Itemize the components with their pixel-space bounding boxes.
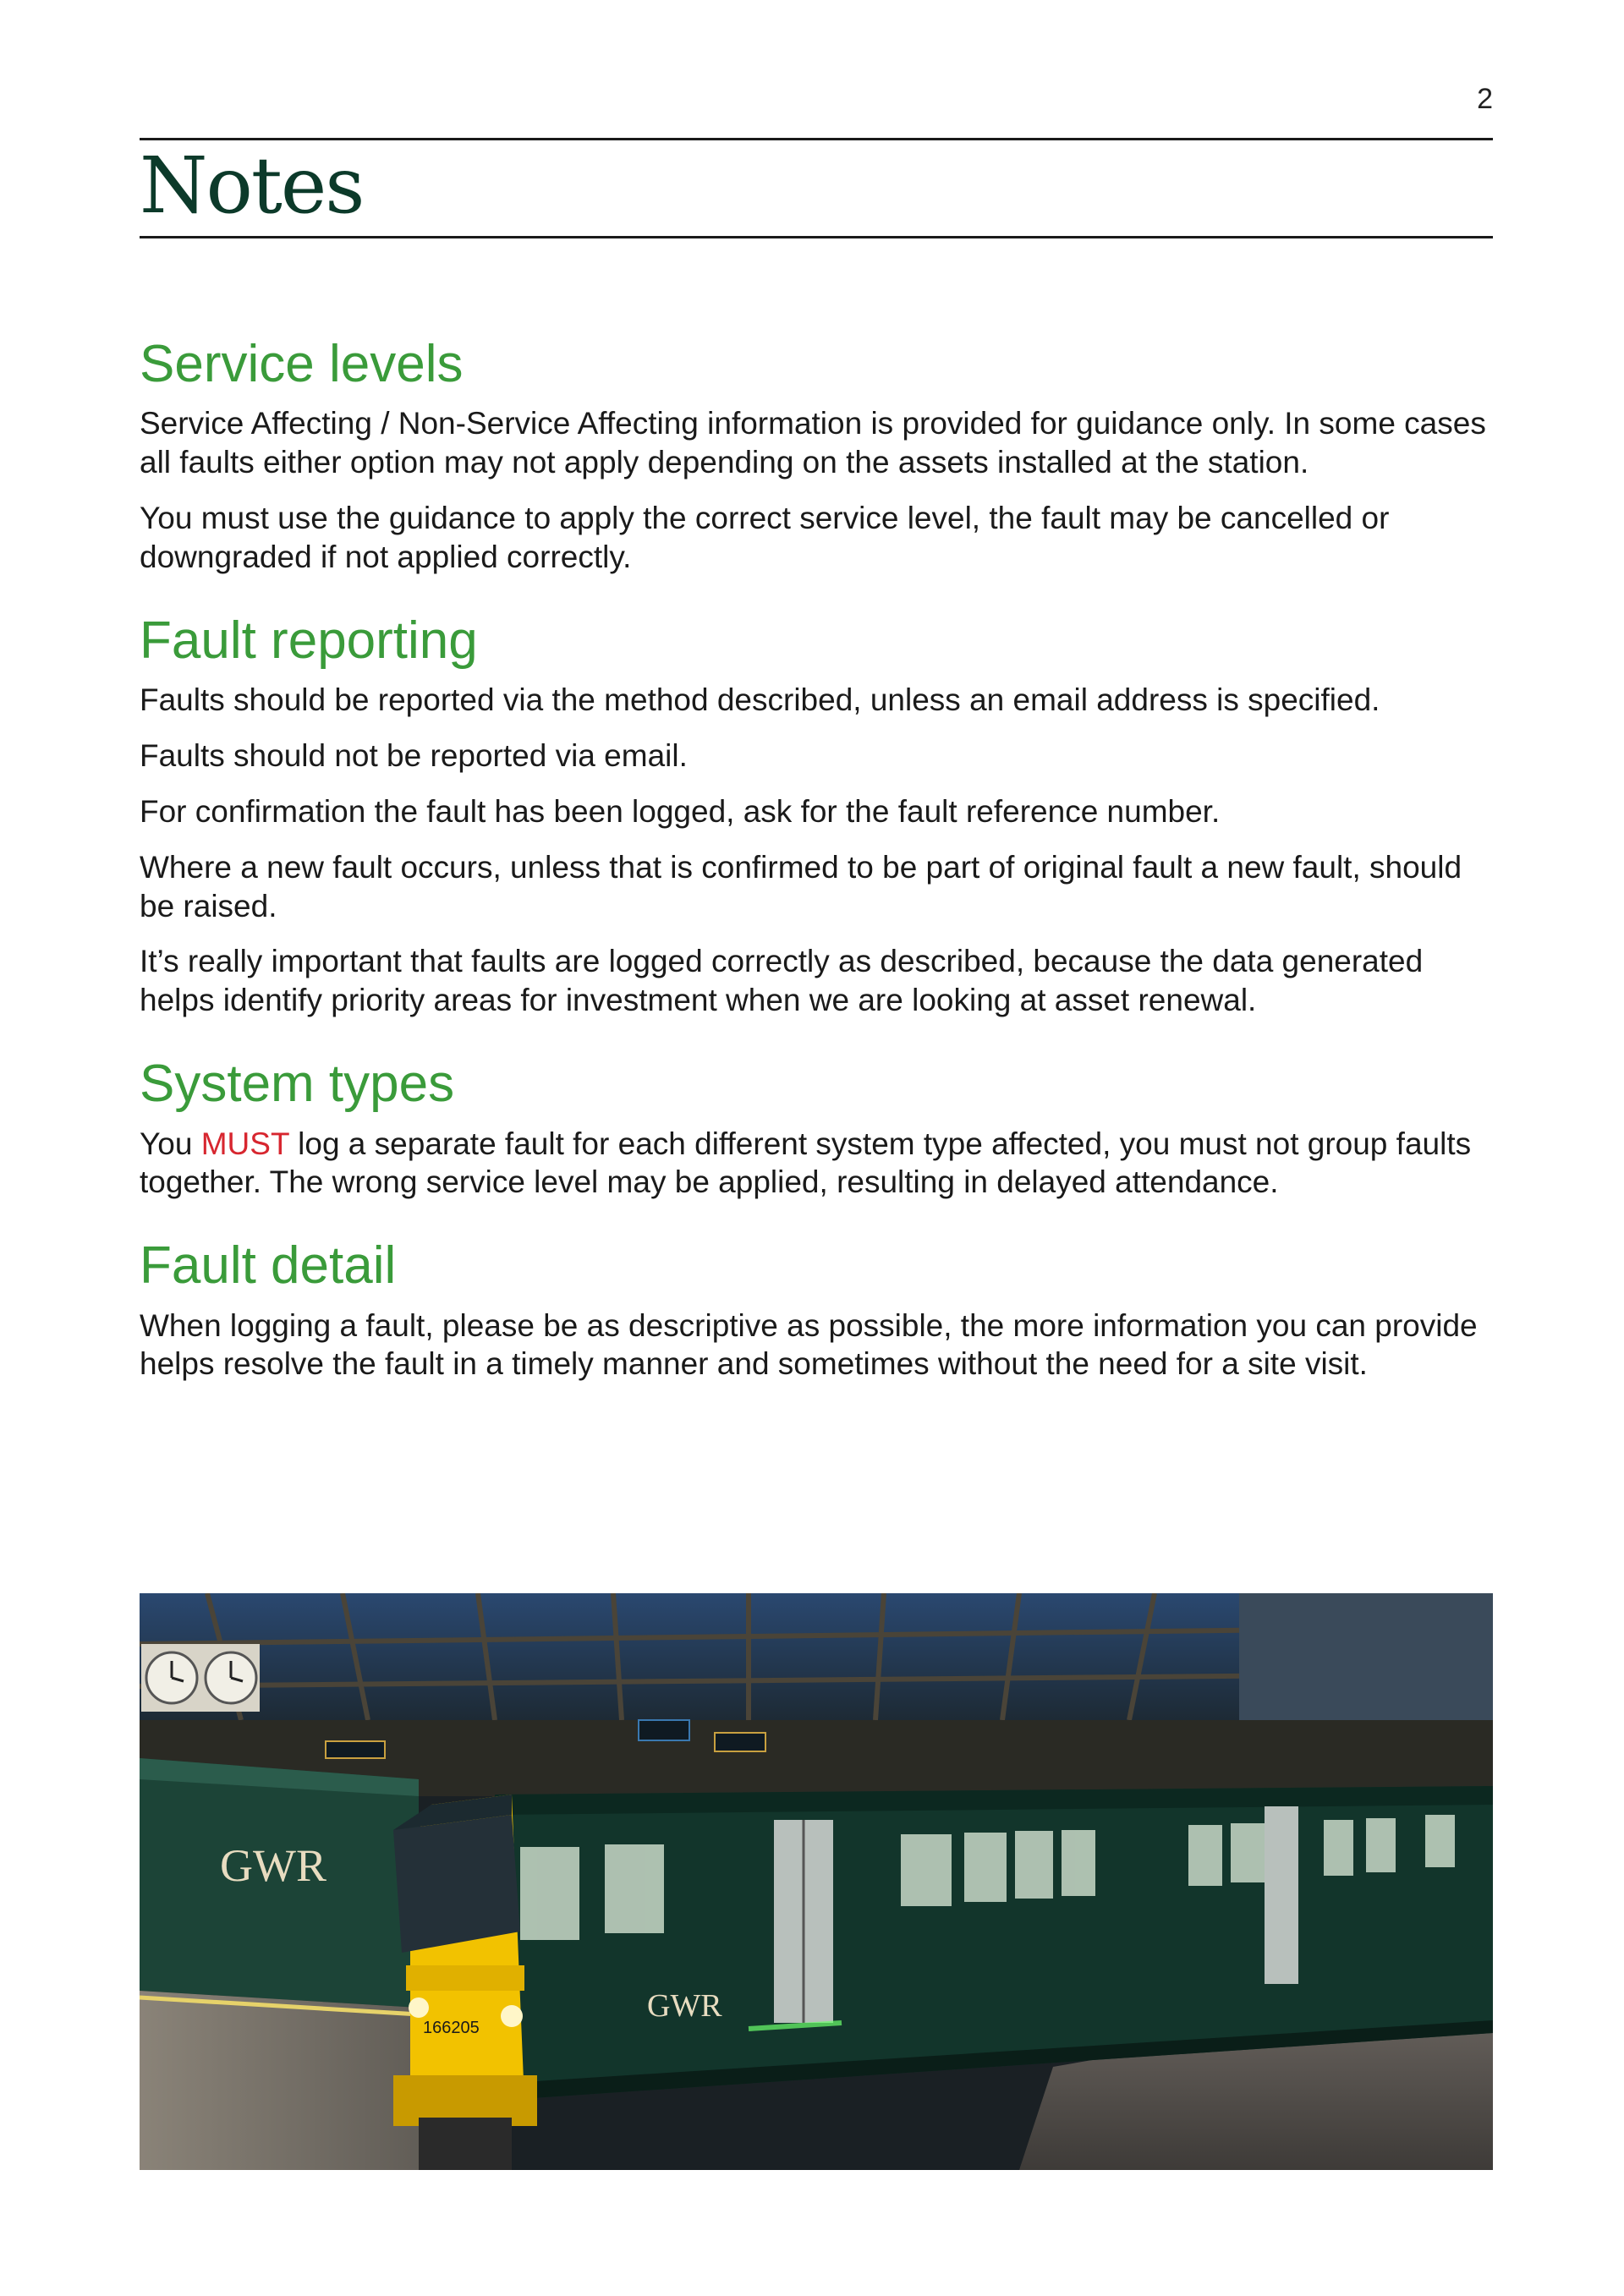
paragraph: Faults should not be reported via email.: [140, 737, 688, 773]
paragraph: Service Affecting / Non-Service Affecting information is provided for guidance only. In some cases all faults either option may not apply depending on the assets installed at the station.: [140, 406, 1486, 480]
left-train: [140, 1758, 419, 2008]
headlight: [501, 2005, 523, 2027]
paragraph: [140, 1125, 1493, 1203]
section-heading: Fault detail: [140, 1236, 397, 1296]
paragraph: For confirmation the fault has been logged, ask for the fault reference number.: [140, 793, 1221, 829]
train-station-illustration: [140, 1593, 1493, 2170]
paragraph-text-end: log a separate fault for each different system type affected, you must not group faults together. The wrong service level may be applied, resulting in delayed attendance.: [140, 1126, 1472, 1200]
train-photo: [140, 1593, 1493, 2170]
section-heading: System types: [140, 1055, 455, 1114]
notes-content: [140, 334, 1493, 1417]
paragraph-text-start: You: [140, 1126, 201, 1161]
emphasis-must: MUST: [200, 1126, 289, 1161]
title-bottom-rule: [140, 236, 1493, 238]
paragraph: Where a new fault occurs, unless that is confirmed to be part of original fault a new fault, should be raised.: [140, 849, 1462, 923]
cab-windscreen: [393, 1815, 520, 1953]
paragraph: Faults should be reported via the method described, unless an email address is specified.: [140, 682, 1380, 718]
section-fault-reporting: [140, 611, 1493, 1020]
paragraph: It’s really important that faults are logged correctly as described, because the data generated helps identify priority areas for investment when we are looking at asset renewal.: [140, 944, 1424, 1018]
train-number: 166205: [423, 2019, 480, 2037]
section-heading: Service levels: [140, 335, 464, 393]
train-logo: GWR: [647, 1988, 722, 2024]
station-clock-icon: [141, 1644, 260, 1712]
paragraph: You must use the guidance to apply the correct service level, the fault may be cancelled or downgraded if not applied correctly.: [140, 501, 1390, 574]
departure-board: [326, 1741, 385, 1758]
paragraph: When logging a fault, please be as descriptive as possible, the more information you can provide helps resolve the fault in a timely manner and sometimes without the need for a site visit.: [140, 1307, 1478, 1382]
page-title: Notes: [140, 140, 364, 231]
section-heading: Fault reporting: [140, 611, 478, 670]
page-number: 2: [1477, 83, 1493, 115]
departure-board: [639, 1720, 689, 1740]
train-door: [1265, 1806, 1298, 1984]
headlight: [409, 1997, 429, 2018]
train-logo: GWR: [220, 1840, 326, 1891]
section-fault-detail: [140, 1236, 1493, 1384]
section-service-levels: [140, 334, 1493, 577]
departure-board: [715, 1733, 765, 1751]
section-system-types: [140, 1054, 1493, 1202]
